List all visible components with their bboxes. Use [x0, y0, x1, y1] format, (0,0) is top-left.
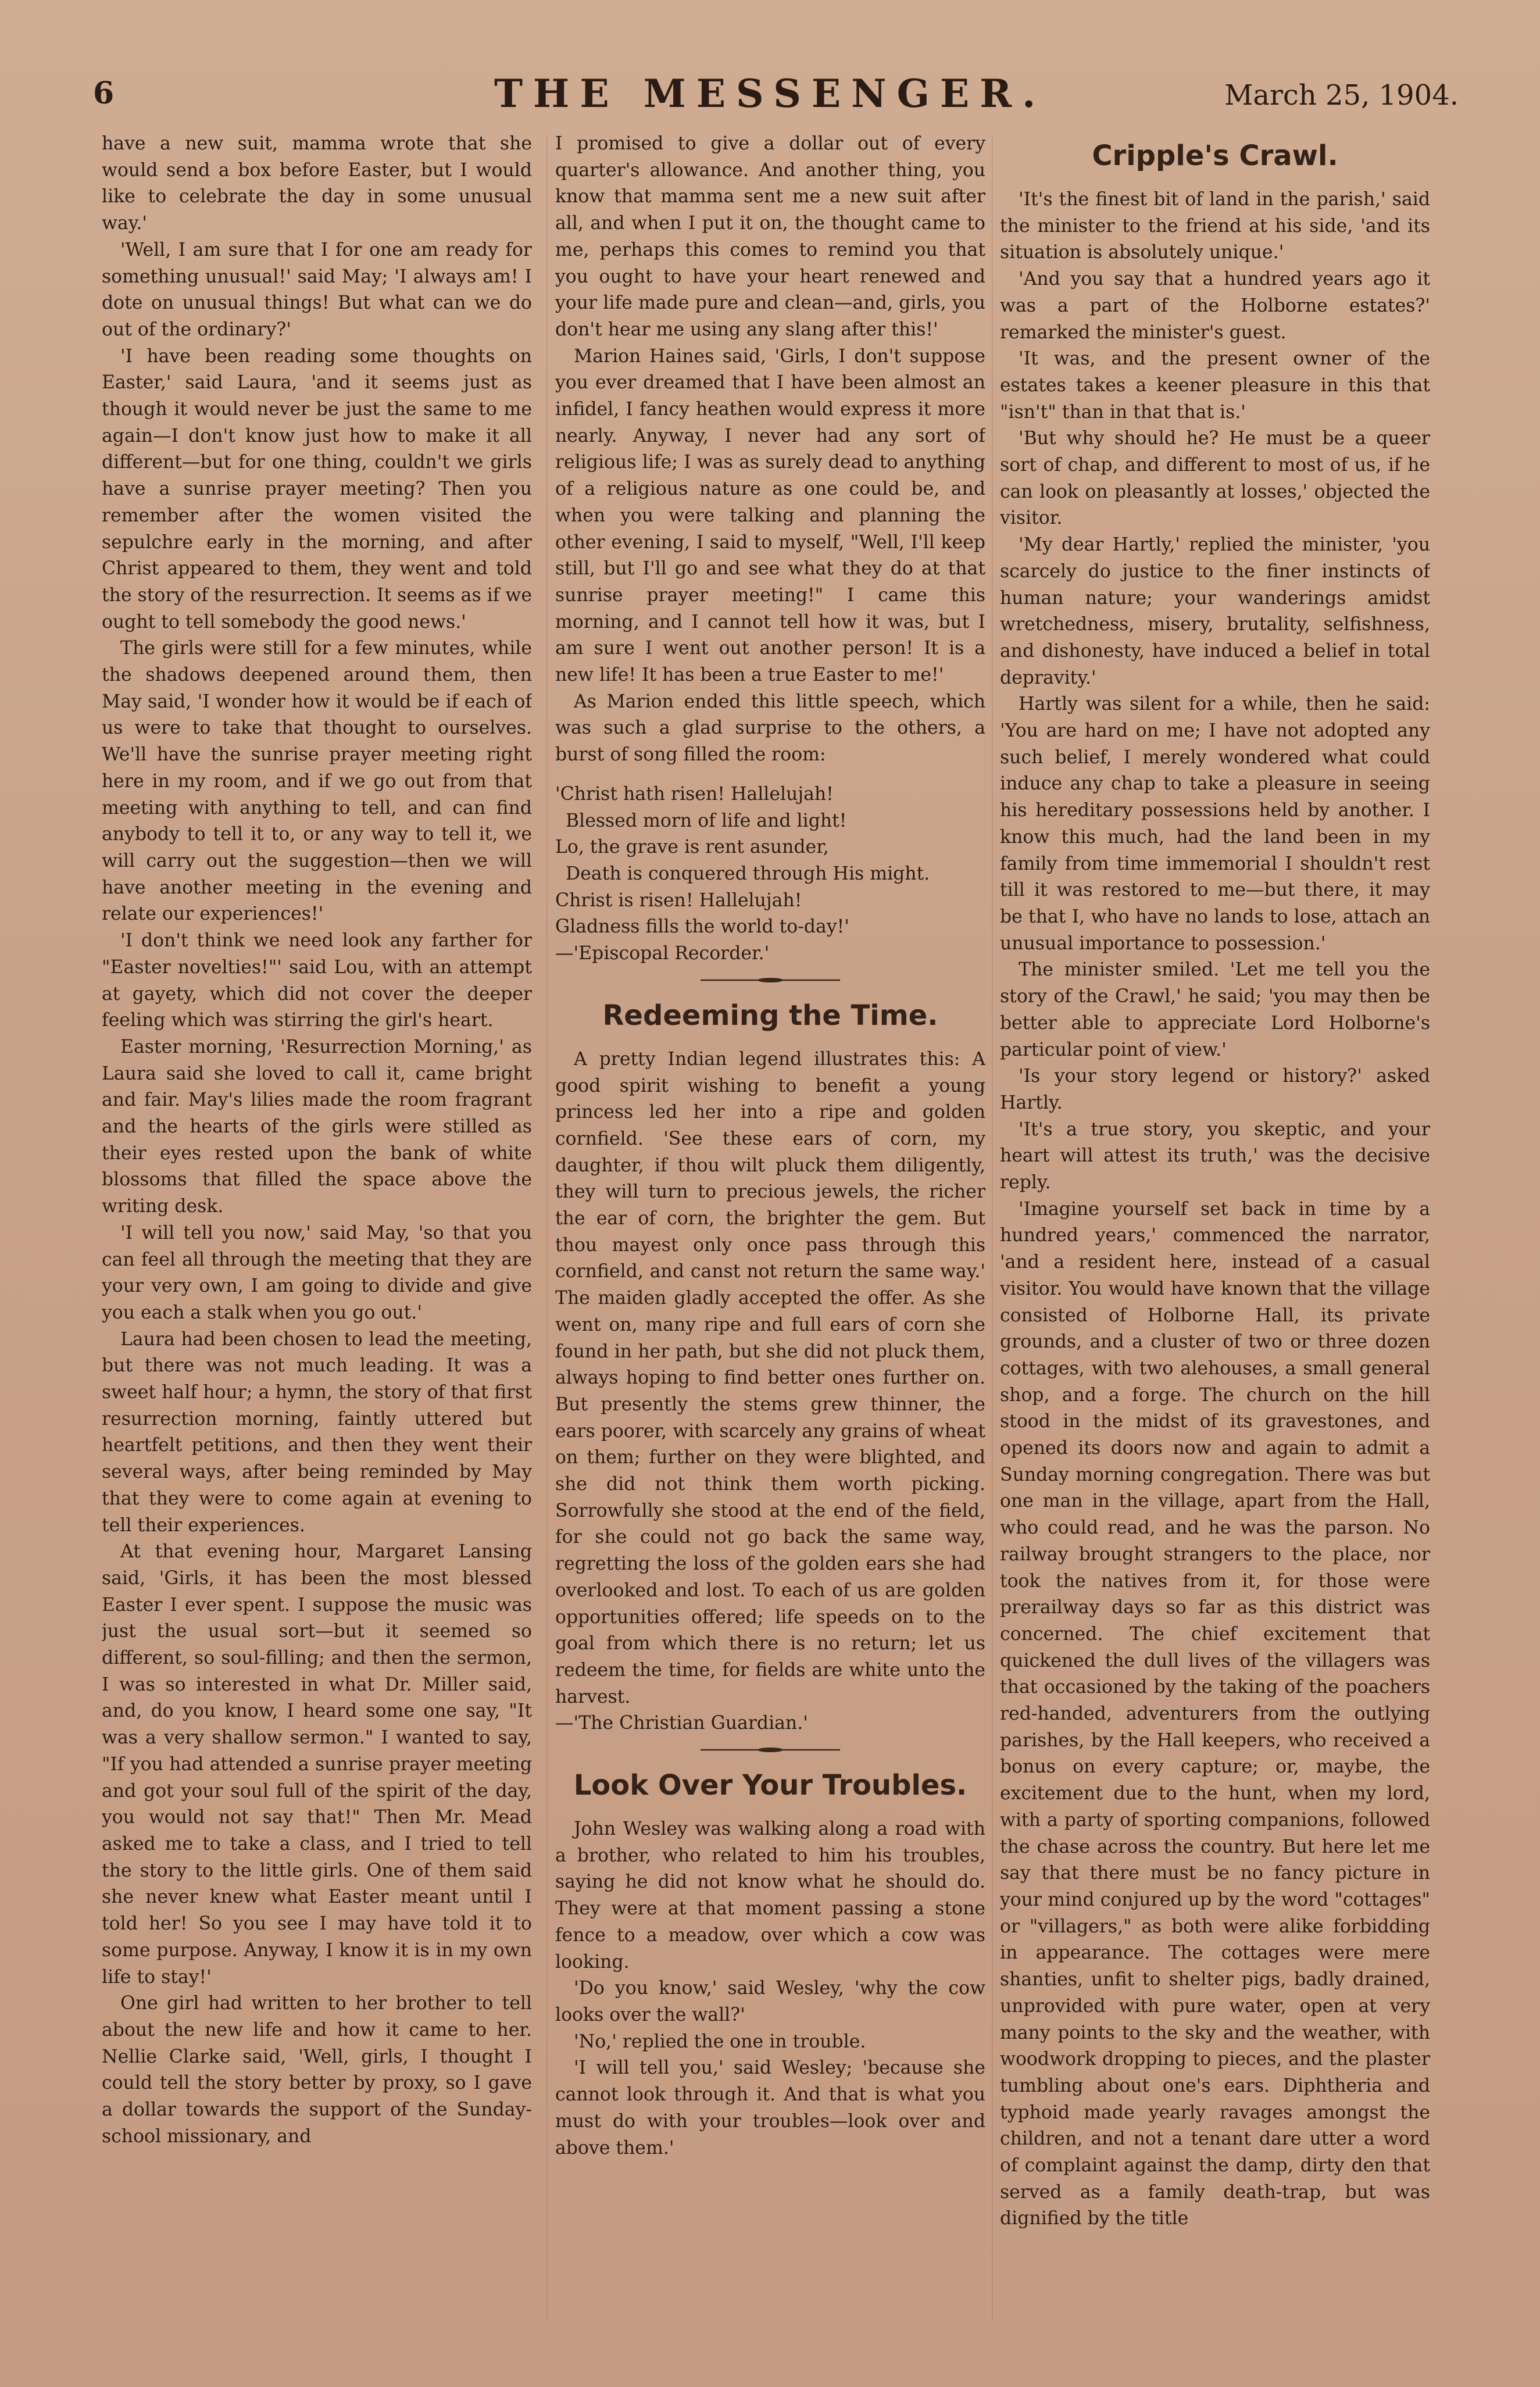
article-paragraph: 'I will tell you now,' said May, 'so that you can feel all through the meeting that they are your very own, I am going to divide and give you each a stalk when you go out.': [102, 1222, 532, 1323]
article-title-cripples-crawl: Cripple's Crawl.: [1092, 140, 1338, 172]
article-paragraph: 'I will tell you,' said Wesley; 'because she cannot look through it. And that is what you must do with your troubles—look over and above them.': [555, 2057, 985, 2159]
poem-line: Christ is risen! Hallelujah!: [555, 889, 802, 911]
article-attribution: —'The Christian Guardian.': [555, 1713, 808, 1734]
article-paragraph: 'No,' replied the one in trouble.: [574, 2031, 866, 2052]
column-rule: [546, 135, 548, 2321]
column-2: [555, 131, 985, 2334]
article-paragraph: One girl had written to her brother to tell about the new life and how it came to her. Nellie Clarke said, 'Well, girls, I thought I could tell the story better by proxy, so I gave a dollar towards the support of the Sunday-school missionary, and: [102, 1993, 532, 2147]
article-paragraph: 'Is your story legend or history?' asked Hartly.: [1000, 1066, 1430, 1113]
article-title-redeeming: Redeeming the Time.: [602, 999, 938, 1032]
article-paragraph: 'And you say that a hundred years ago it was a part of the Holborne estates?' remarked the minister's guest.: [1000, 269, 1430, 343]
article-paragraph: A pretty Indian legend illustrates this: A good spirit wishing to benefit a young princess led her into a ripe and golden cornfield. 'See these ears of corn, my daughter, if thou wilt pluck them diligently, they will turn to precious jewels, the richer the ear of corn, the brighter the gem. But thou mayest only once pass through this cornfield, and canst not return the same way.' The maiden gladly accepted the offer. As she went on, many ripe and full ears of corn she found in her path, but she did not pluck them, always hoping to find better ones further on. But presently the stems grew thinner, the ears poorer, with scarcely any grains of wheat on them; further on they were blighted, and she did not think them worth picking. Sorrowfully she stood at the end of the field, for she could not go back the same way, regretting the loss of the golden ears she had overlooked and lost. To each of us are golden opportunities offered; life speeds on to the goal from which there is no return; let us redeem the time, for fields are white unto the harvest.: [555, 1048, 985, 1707]
article-title-troubles: Look Over Your Troubles.: [573, 1769, 967, 1802]
poem-line: Blessed morn of life and light!: [566, 810, 847, 831]
column-rule: [992, 135, 993, 2321]
article-paragraph: Laura had been chosen to lead the meeting, but there was not much leading. It was a sweet half hour; a hymn, the story of that first resurrection morning, faintly uttered but heartfelt petitions, and then they went their several ways, after being reminded by May that they were to come again at evening to tell their experiences.: [102, 1328, 532, 1536]
article-paragraph: At that evening hour, Margaret Lansing said, 'Girls, it has been the most blessed Easter I ever spent. I suppose the music was just the usual sort—but it seemed so different, so soul-filling; and then the sermon, I was so interested in what Dr. Miller said, and, do you know, I heard some one say, "It was a very shallow sermon." I wanted to say, "If you had attended a sunrise prayer meeting and got your soul full of the spirit of the day, you would not say that!" Then Mr. Mead asked me to take a class, and I tried to tell the story to the little girls. One of them said she never knew what Easter meant until I told her! So you see I may have told it to some purpose. Anyway, I know it is in my own life to stay!': [102, 1541, 532, 1988]
issue-date: March 25, 1904.: [1224, 79, 1459, 112]
hymn-poem: [555, 781, 985, 967]
column-3: [1000, 131, 1430, 2334]
article-paragraph: 'I have been reading some thoughts on Easter,' said Laura, 'and it seems just as though it would never be just the same to me again—I don't know just how to make it all different—but for one thing, couldn't we girls have a sunrise prayer meeting? Then you remember after the women visited the sepulchre early in the morning, and after Christ appeared to them, they went and told the story of the resurrection. It seems as if we ought to tell somebody the good news.': [102, 345, 532, 633]
article-paragraph: John Wesley was walking along a road with a brother, who related to him his troubles, saying he did not know what he should do. They were at that moment passing a stone fence to a meadow, over which a cow was looking.: [555, 1818, 985, 1973]
article-paragraph: Easter morning, 'Resurrection Morning,' as Laura said she loved to call it, came bright and fair. May's lilies made the room fragrant and the hearts of the girls were stilled as their eyes rested upon the bank of white blossoms that filled the space above the writing desk.: [102, 1036, 532, 1217]
article-paragraph: 'My dear Hartly,' replied the minister, 'you scarcely do justice to the finer instincts of human nature; your wanderings amidst wretchedness, misery, brutality, selfishness, and dishonesty, have induced a belief in total depravity.': [1000, 534, 1430, 688]
poem-line: 'Christ hath risen! Hallelujah!: [555, 783, 834, 805]
article-paragraph: I promised to give a dollar out of every quarter's allowance. And another thing, you know that mamma sent me a new suit after all, and when I put it on, the thought came to me, perhaps this comes to remind you that you ought to have your heart renewed and your life made pure and clean—and, girls, you don't hear me using any slang after this!': [555, 133, 985, 340]
article-paragraph: The girls were still for a few minutes, while the shadows deepened around them, then May said, 'I wonder how it would be if each of us were to take that thought to ourselves. We'll have the sunrise prayer meeting right here in my room, and if we go out from that meeting with anything to tell, and can find anybody to tell it to, or any way to tell it, we will carry out the suggestion—then we will have another meeting in the evening and relate our experiences!': [102, 638, 532, 925]
poem-line: Lo, the grave is rent asunder,: [555, 837, 829, 858]
article-paragraph: 'Well, I am sure that I for one am ready for something unusual!' said May; 'I always am! I dote on unusual things! But what can we do out of the ordinary?': [102, 239, 532, 340]
poem-line: Gladness fills the world to-day!': [555, 916, 849, 938]
article-paragraph: have a new suit, mamma wrote that she would send a box before Easter, but I would like to celebrate the day in some unusual way.': [102, 133, 532, 234]
newspaper-title: THE MESSENGER.: [494, 71, 1046, 116]
article-paragraph: Hartly was silent for a while, then he said: 'You are hard on me; I have not adopted any such belief, I merely wondered what could induce any chap to take a pleasure in seeing his hereditary possessions held by another. I know this much, had the land been in my family from time immemorial I shouldn't rest till it was restored to me—but there, it may be that I, who have no lands to lose, attach an unusual importance to possession.': [1000, 694, 1430, 954]
article-paragraph: As Marion ended this little speech, which was such a glad surprise to the others, a burst of song filled the room:: [555, 691, 985, 766]
column-1: [102, 131, 532, 2334]
poem-line: Death is conquered through His might.: [566, 863, 930, 884]
poem-attribution: —'Episcopal Recorder.': [555, 943, 770, 964]
masthead: [0, 71, 1540, 135]
article-paragraph: 'I don't think we need look any farther for "Easter novelties!"' said Lou, with an attempt at gayety, which did not cover the deeper feeling which was stirring the girl's heart.: [102, 930, 532, 1031]
article-paragraph: The minister smiled. 'Let me tell you the story of the Crawl,' he said; 'you may then be better able to appreciate Lord Holborne's particular point of view.': [1000, 959, 1430, 1060]
article-paragraph: 'Imagine yourself set back in time by a hundred years,' commenced the narrator, 'and a resident here, instead of a casual visitor. You would have known that the village consisted of Holborne Hall, its private grounds, and a cluster of two or three dozen cottages, with two alehouses, a small general shop, and a forge. The church on the hill stood in the midst of its gravestones, and opened its doors now and again to admit a Sunday morning congregation. There was but one man in the village, apart from the Hall, who could read, and he was the parson. No railway brought strangers to the place, nor took the natives from it, for those were prerailway days so far as this district was concerned. The chief excitement that quickened the dull lives of the villagers was that occasioned by the taking of the poachers red-handed, adventurers from the outlying parishes, by the Hall keepers, who received a bonus on every capture; or, maybe, the excitement due to the hunt, when my lord, with a party of sporting companions, followed the chase across the country. But here let me say that there must be no fancy picture in your mind conjured up by the word "cottages" or "villagers," as both were alike forbidding in appearance. The cottages were mere shanties, unfit to shelter pigs, badly drained, unprovided with pure water, open at very many points to the sky and the weather, with woodwork dropping to pieces, and the plaster tumbling about one's ears. Diphtheria and typhoid made yearly ravages amongst the children, and not a tenant dare utter a word of complaint against the damp, dirty den that served as a family death-trap, but was dignified by the title: [1000, 1198, 1430, 2229]
section-divider: [701, 1745, 840, 1754]
section-divider: [701, 975, 840, 985]
page-number: 6: [93, 76, 115, 111]
article-paragraph: 'It's the finest bit of land in the parish,' said the minister to the friend at his side, 'and its situation is absolutely unique.': [1000, 189, 1430, 263]
article-paragraph: 'It was, and the present owner of the estates takes a keener pleasure in this that "isn't" than in that that is.': [1000, 348, 1430, 423]
article-paragraph: 'Do you know,' said Wesley, 'why the cow looks over the wall?': [555, 1978, 985, 2025]
article-paragraph: 'It's a true story, you skeptic, and your heart will attest its truth,' was the decisive reply.: [1000, 1119, 1430, 1194]
article-paragraph: 'But why should he? He must be a queer sort of chap, and different to most of us, if he can look on pleasantly at losses,' objected the visitor.: [1000, 428, 1430, 529]
article-paragraph: Marion Haines said, 'Girls, I don't suppose you ever dreamed that I have been almost an infidel, I fancy heathen would express it more nearly. Anyway, I never had any sort of religious life; I was as surely dead to anything of a religious nature as one could be, and when you were talking and planning the other evening, I said to myself, "Well, I'll keep still, but I'll go and see what they do at that sunrise prayer meeting!" I came this morning, and I cannot tell how it was, but I am sure I went out another person! It is a new life! It has been a true Easter to me!': [555, 345, 985, 686]
